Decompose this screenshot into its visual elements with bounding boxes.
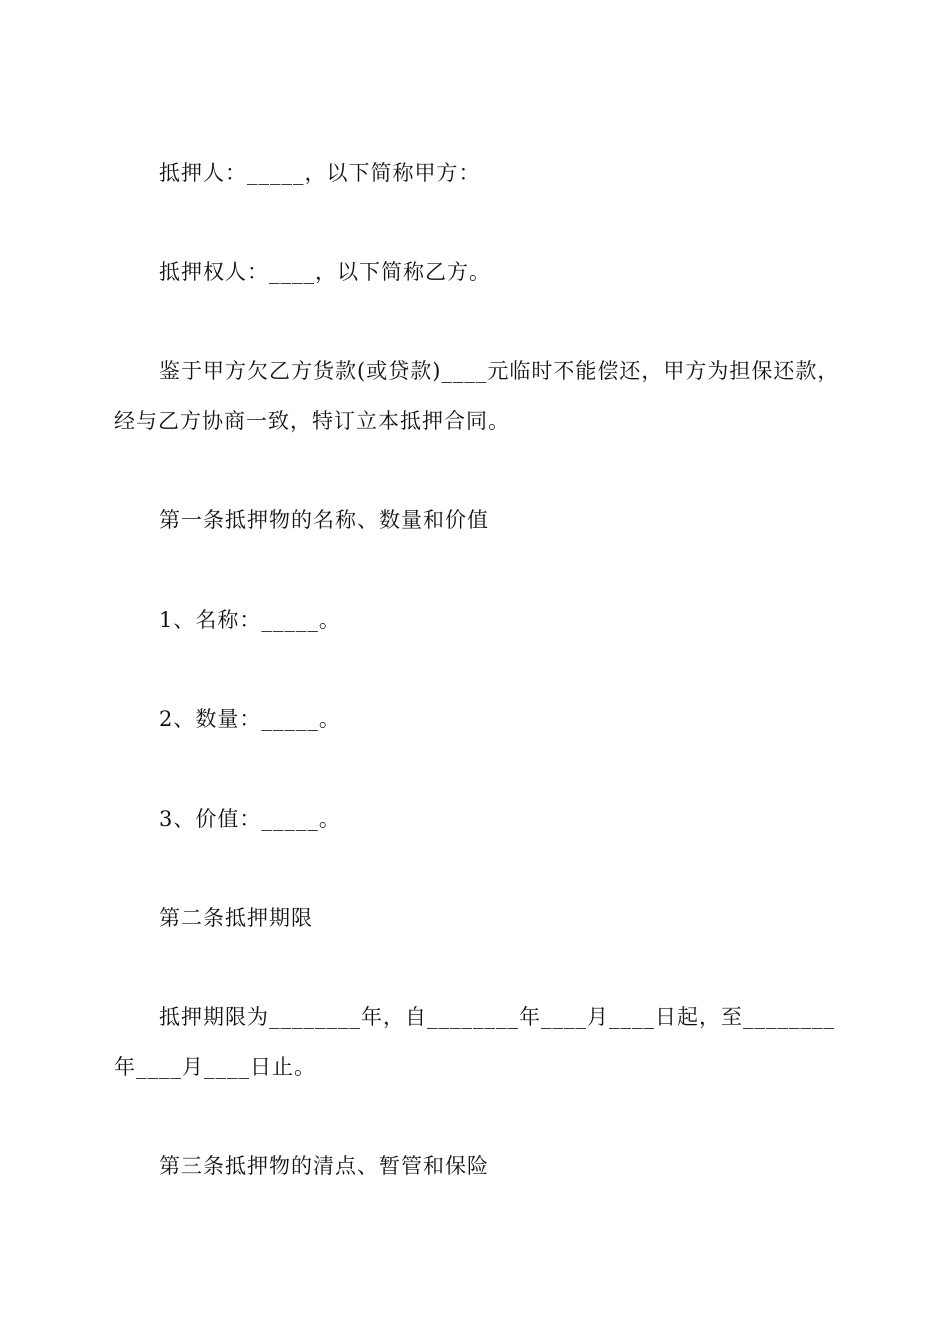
- paragraph-mortgagor: 抵押人：_____，以下简称甲方：: [159, 161, 481, 185]
- article-2-heading: 第二条抵押期限: [159, 906, 313, 930]
- article-3-heading: 第三条抵押物的清点、暂管和保险: [159, 1154, 489, 1178]
- article-1-heading: 第一条抵押物的名称、数量和价值: [159, 508, 489, 532]
- item-name: 1、名称：_____。: [159, 608, 341, 632]
- item-value: 3、价值：_____。: [159, 807, 341, 831]
- paragraph-term: 抵押期限为________年，自________年____月____日起，至________年____月____日止。: [114, 1005, 835, 1079]
- paragraph-preamble: 鉴于甲方欠乙方货款(或贷款)____元临时不能偿还，甲方为担保还款，经与乙方协商一致，特订立本抵押合同。: [114, 359, 840, 433]
- paragraph-mortgagee: 抵押权人：____，以下简称乙方。: [159, 260, 491, 284]
- item-quantity: 2、数量：_____。: [159, 707, 341, 731]
